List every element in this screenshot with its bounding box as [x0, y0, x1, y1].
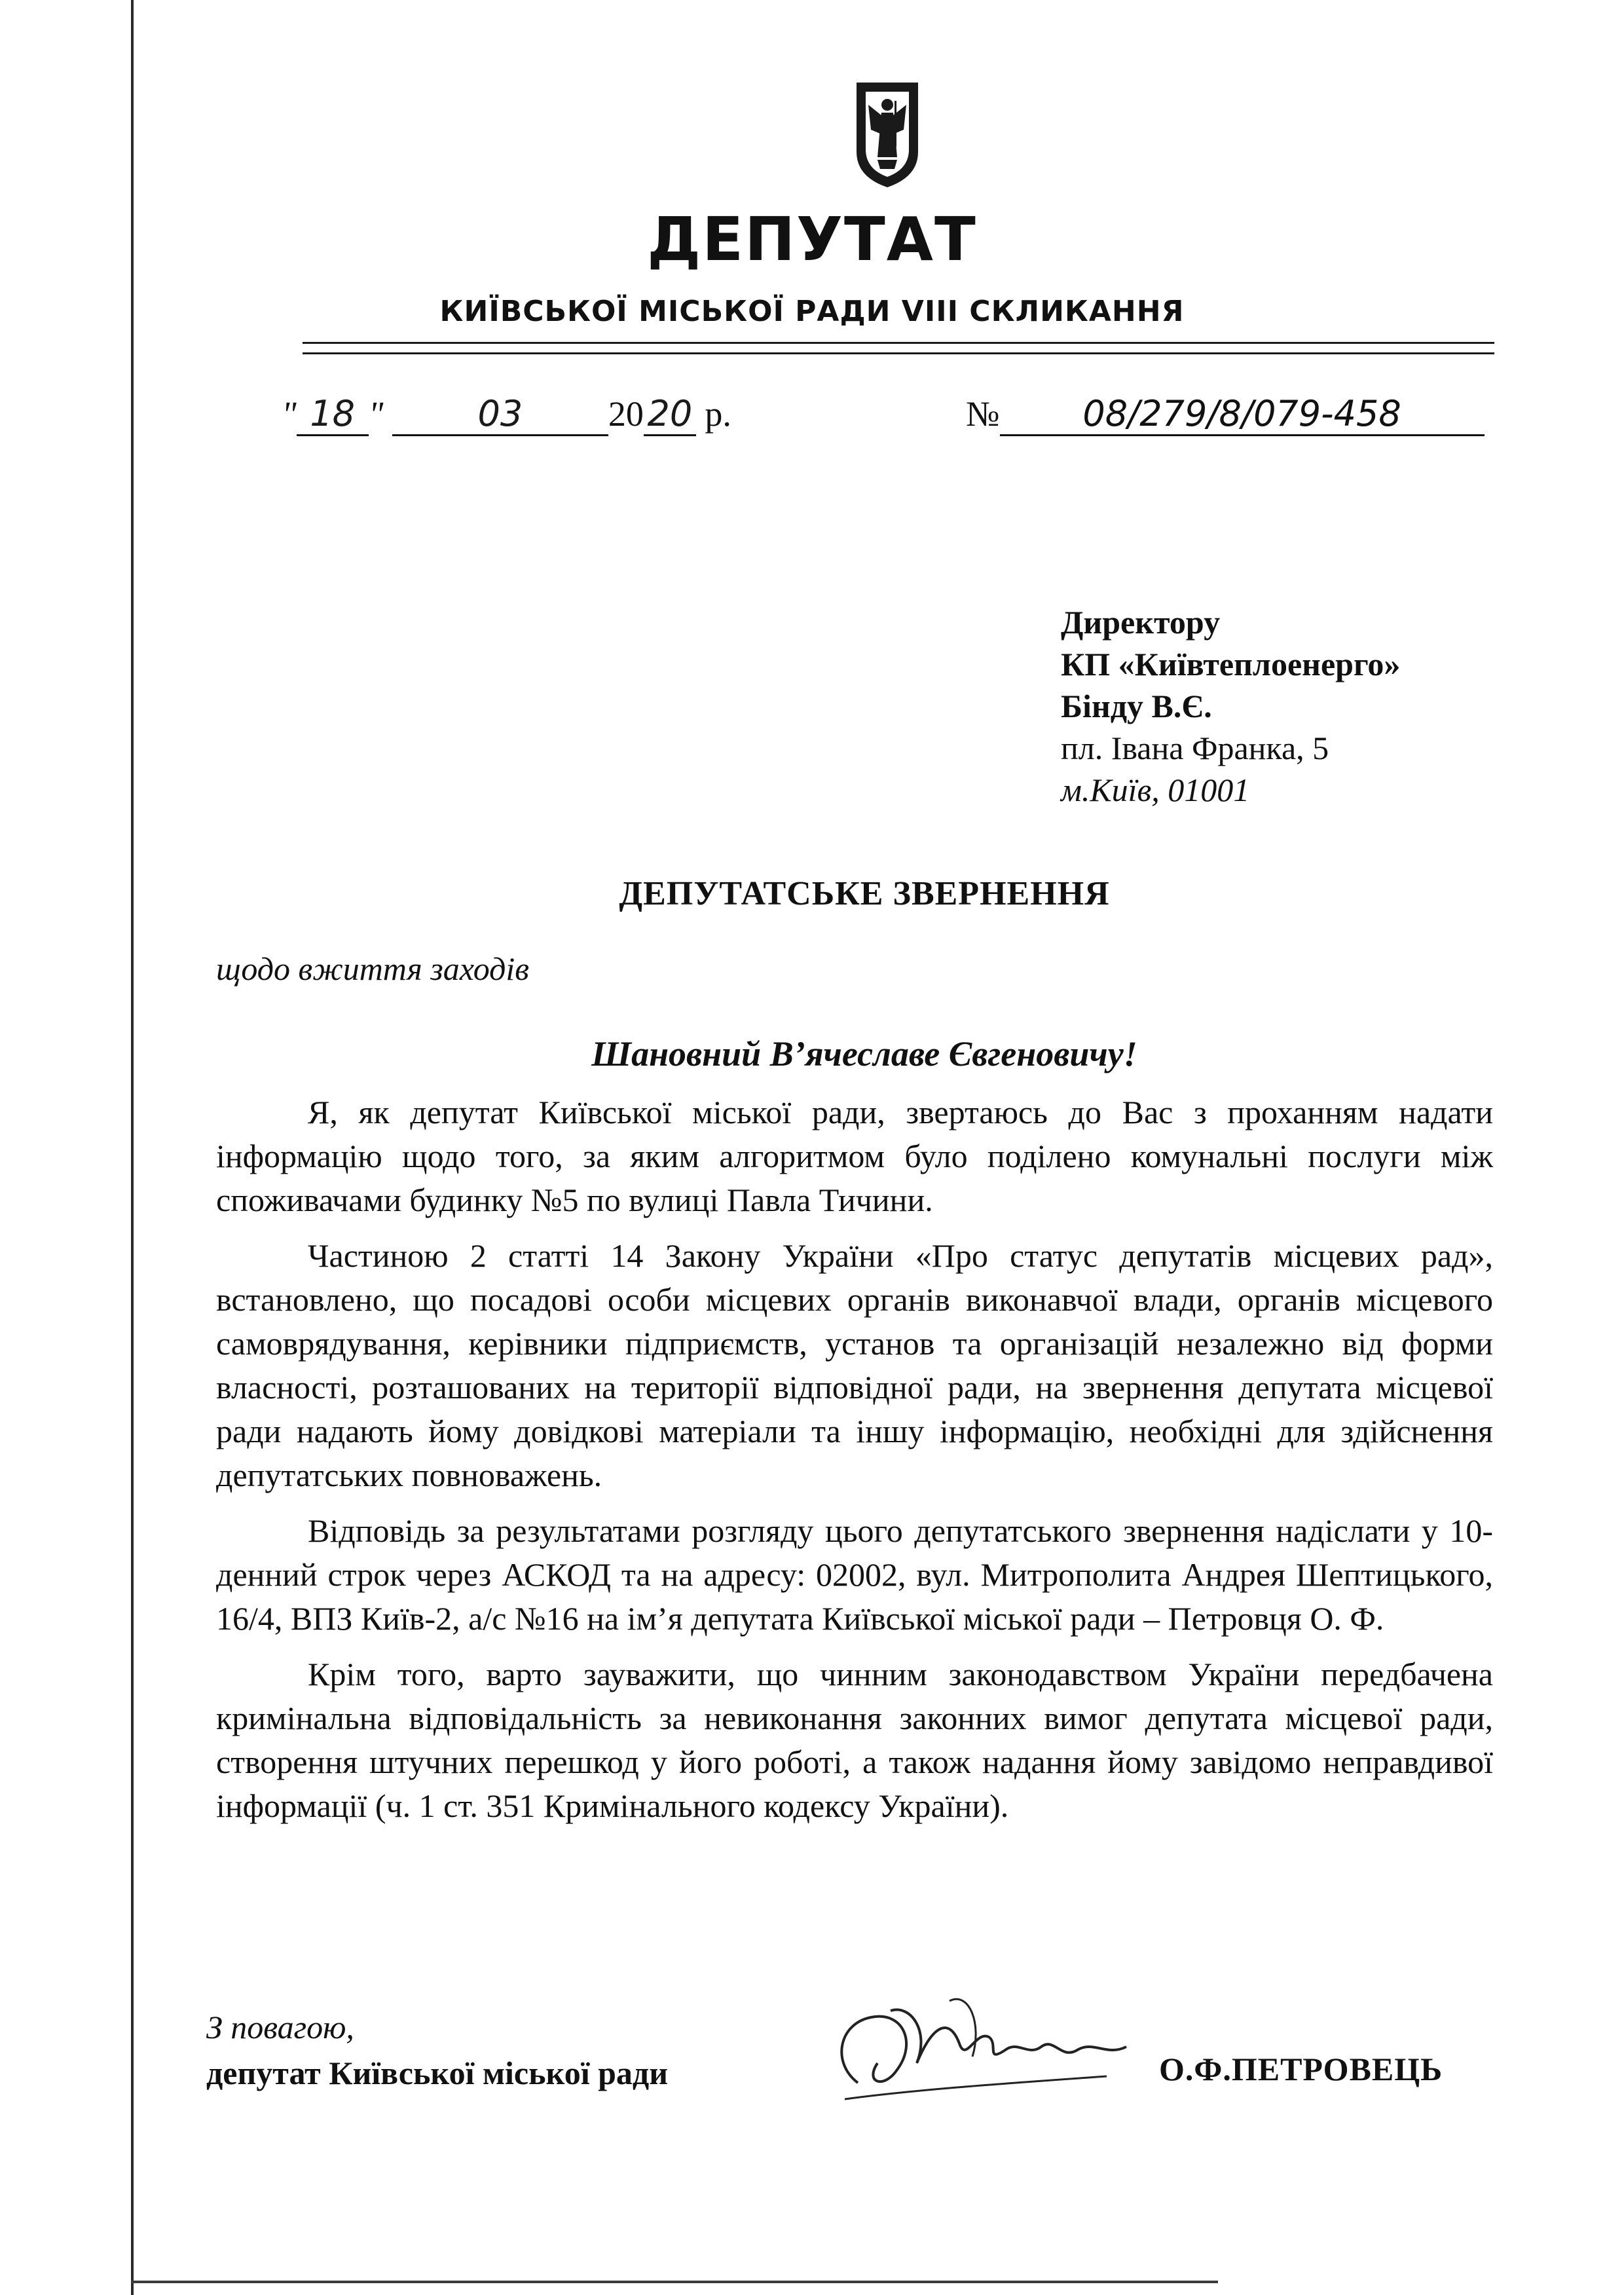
date-day: 18: [297, 393, 369, 436]
salutation: Шановний В’ячеславе Євгеновичу!: [591, 1034, 1137, 1073]
document-date: [282, 393, 731, 436]
coat-of-arms-emblem: [851, 79, 923, 190]
reference-number: 08/279/8/079-458: [1000, 393, 1485, 436]
date-month: 03: [392, 393, 608, 436]
date-year-suffix: 20: [644, 393, 696, 436]
body-paragraph-2: Частиною 2 статті 14 Закону України «Про статус депутатів місцевих рад», встановлено, що посадові особи місцевих органів виконавчої влади, органів місцевого самоврядування, керівники підприємств, установ та організацій незалежно від форми власності, розташованих на території відповідної ради, на звернення депутата місцевої ради надають йому довідкові матеріали та іншу інформацію, необхідні для здійснення депутатських повноважень.: [216, 1237, 1493, 1493]
addressee-organization: КП «Київтеплоенерго»: [1061, 646, 1401, 682]
date-quote-open: ": [282, 394, 297, 434]
closing-regards: З повагою,: [206, 2009, 354, 2045]
letter-body: [216, 1091, 1493, 1840]
date-year-prefix: 20: [608, 394, 644, 434]
document-reference: [966, 393, 1485, 436]
addressee-city: м.Київ, 01001: [1061, 772, 1250, 808]
addressee-position: Директору: [1061, 604, 1221, 641]
scan-edge-bottom: [131, 2281, 1218, 2283]
letterhead-rule-bottom: [303, 352, 1494, 354]
document-subject: щодо вжиття заходів: [216, 950, 529, 987]
date-year-mark: р.: [705, 394, 731, 434]
closing-position: депутат Київської міської ради: [206, 2055, 669, 2091]
letterhead-rule-top: [303, 342, 1494, 344]
body-paragraph-3: Відповідь за результатами розгляду цього депутатського звернення надіслати у 10-денний строк через АСКОД та на адресу: 02002, вул. Митрополита Андрея Шептицького, 16/4, ВПЗ Київ-2, а/с №16 на ім’я депутата Київської міської ради – Петровця О. Ф.: [216, 1512, 1493, 1637]
letterhead-title: ДЕПУТАТ: [647, 204, 977, 274]
scan-edge-left: [131, 0, 134, 2295]
letterhead-subtitle: КИЇВСЬКОЇ МІСЬКОЇ РАДИ VIII СКЛИКАННЯ: [439, 295, 1185, 328]
signer-name: О.Ф.ПЕТРОВЕЦЬ: [1159, 2051, 1443, 2087]
document-title: ДЕПУТАТСЬКЕ ЗВЕРНЕННЯ: [619, 875, 1110, 912]
handwritten-signature: [819, 1985, 1159, 2116]
body-paragraph-1: Я, як депутат Київської міської ради, звертаюсь до Вас з проханням надати інформацію щодо того, за яким алгоритмом було поділено комунальні послуги між споживачами будинку №5 по вулиці Павла Тичини.: [216, 1094, 1493, 1218]
addressee-name: Бінду В.Є.: [1061, 688, 1212, 724]
addressee-street: пл. Івана Франка, 5: [1061, 730, 1329, 766]
body-paragraph-4: Крім того, варто зауважити, що чинним законодавством України передбачена кримінальна відповідальність за невиконання законних вимог депутата місцевої ради, створення штучних перешкод у його роботі, а також надання йому завідомо неправдивої інформації (ч. 1 ст. 351 Кримінального кодексу України).: [216, 1656, 1493, 1824]
addressee-block: [1061, 601, 1400, 811]
date-quote-close: ": [368, 394, 384, 434]
closing-block: [206, 2004, 668, 2096]
reference-prefix: №: [966, 394, 1000, 434]
